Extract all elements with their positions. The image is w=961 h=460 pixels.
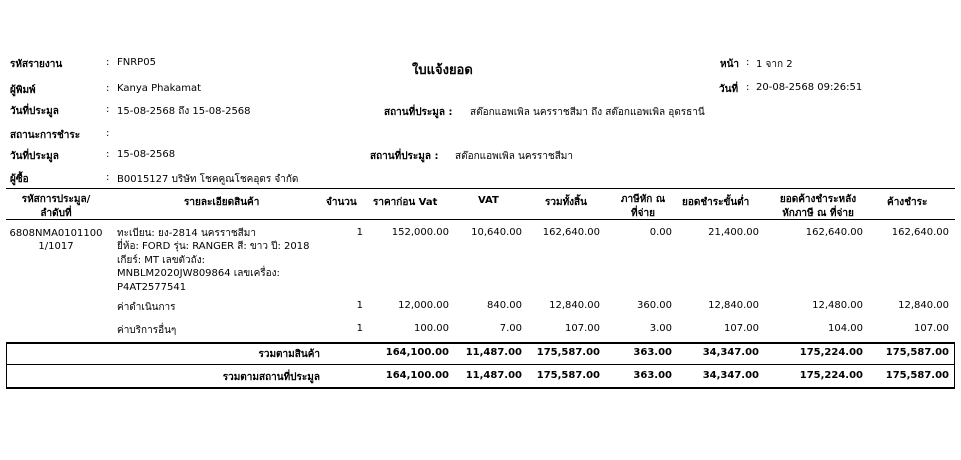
auction-date2-label: วันที่ประมูล <box>10 151 59 162</box>
row2-vat: 840.00 <box>487 300 522 311</box>
column-header-code <box>6 193 106 221</box>
report-code-label: รหัสรายงาน <box>10 59 63 70</box>
subtotal-price: 164,100.00 <box>385 347 449 358</box>
table-bottom-rule <box>6 387 955 389</box>
column-header-code-line1: รหัสการประมูล/ <box>21 194 91 205</box>
row2-qty: 1 <box>356 300 363 311</box>
subtotal-vat: 11,487.00 <box>465 347 522 358</box>
row3-detail: ค่าบริการอื่นๆ <box>117 325 177 336</box>
item-code-cell <box>6 227 106 253</box>
printer-value: Kanya Phakamat <box>117 83 202 94</box>
subtotal-outstanding: 175,224.00 <box>799 347 863 358</box>
subtotal-bottom-rule <box>6 364 955 365</box>
auction-date-label: วันที่ประมูล <box>10 106 59 117</box>
subtotal-top-rule <box>6 342 955 344</box>
venue-total-outstanding: 175,224.00 <box>799 370 863 381</box>
column-header-min-pay: ยอดชำระขั้นต่ำ <box>682 197 750 208</box>
column-header-wht <box>612 193 674 221</box>
colon: : <box>106 83 110 94</box>
subtotal-total: 175,587.00 <box>536 347 600 358</box>
venue-value: สต๊อกแอพเพิล นครราชสีมา ถึง สต๊อกแอพเพิล อุดรธานี <box>470 107 705 118</box>
venue-total-wht: 363.00 <box>633 370 672 381</box>
row1-total: 162,640.00 <box>542 227 600 238</box>
printer-label: ผู้พิมพ์ <box>10 85 36 96</box>
column-header-total: รวมทั้งสิ้น <box>545 197 587 208</box>
item-detail-line: MNBLM2020JW809864 เลขเครื่อง: <box>117 268 280 280</box>
item-seq: 1/1017 <box>38 241 74 252</box>
column-header-vat: VAT <box>478 195 499 206</box>
colon: : <box>106 149 110 160</box>
page-label: หน้า <box>720 59 740 70</box>
row3-pending: 107.00 <box>914 323 949 334</box>
row2-detail: ค่าดำเนินการ <box>117 302 176 313</box>
column-header-outstanding-line1: ยอดค้างชำระหลัง <box>779 194 857 205</box>
column-header-detail: รายละเอียดสินค้า <box>184 197 260 208</box>
venue-total-min-pay: 34,347.00 <box>702 370 759 381</box>
row3-wht: 3.00 <box>649 323 672 334</box>
report-code-value: FNRP05 <box>117 57 156 68</box>
venue2-label: สถานที่ประมูล : <box>370 151 439 162</box>
item-detail <box>117 227 310 294</box>
column-header-outstanding-line2: หักภาษี ณ ที่จ่าย <box>782 208 854 219</box>
row1-qty: 1 <box>356 227 363 238</box>
subtotal-pending: 175,587.00 <box>885 347 949 358</box>
buyer-label: ผู้ซื้อ <box>10 174 29 185</box>
date-label: วันที่ <box>719 84 739 95</box>
row1-pending: 162,640.00 <box>891 227 949 238</box>
subtotal-wht: 363.00 <box>633 347 672 358</box>
page-value: 1 จาก 2 <box>756 59 793 70</box>
auction-date2-value: 15-08-2568 <box>117 149 176 160</box>
venue-total-vat: 11,487.00 <box>465 370 522 381</box>
column-header-outstanding <box>766 193 870 221</box>
column-header-qty: จำนวน <box>326 197 357 208</box>
row3-qty: 1 <box>356 323 363 334</box>
row3-total: 107.00 <box>565 323 600 334</box>
venue-total-price: 164,100.00 <box>385 370 449 381</box>
row3-price: 100.00 <box>414 323 449 334</box>
venue-total-pending: 175,587.00 <box>885 370 949 381</box>
row1-outstanding: 162,640.00 <box>805 227 863 238</box>
colon: : <box>106 104 110 115</box>
row1-vat: 10,640.00 <box>471 227 522 238</box>
row2-wht: 360.00 <box>637 300 672 311</box>
item-code: 6808NMA0101100 <box>9 228 103 239</box>
row2-total: 12,840.00 <box>549 300 600 311</box>
item-detail-line: ยี่ห้อ: FORD รุ่น: RANGER สี: ขาว ปี: 2018 <box>117 241 310 253</box>
row2-price: 12,000.00 <box>398 300 449 311</box>
column-header-pending: ค้างชำระ <box>887 197 928 208</box>
row1-min-pay: 21,400.00 <box>708 227 759 238</box>
column-header-wht-line2: ที่จ่าย <box>631 208 655 219</box>
colon: : <box>106 57 110 68</box>
row2-outstanding: 12,480.00 <box>812 300 863 311</box>
subtotal-label: รวมตามสินค้า <box>258 349 320 360</box>
item-detail-line: เกียร์: MT เลขตัวถัง: <box>117 254 205 266</box>
column-header-wht-line1: ภาษีหัก ณ <box>620 194 666 205</box>
venue-label: สถานที่ประมูล : <box>384 107 453 118</box>
subtotal-min-pay: 34,347.00 <box>702 347 759 358</box>
table-left-border <box>6 342 7 389</box>
row3-outstanding: 104.00 <box>828 323 863 334</box>
row3-vat: 7.00 <box>499 323 522 334</box>
page-title: ใบแจ้งยอด <box>412 63 473 78</box>
row2-pending: 12,840.00 <box>898 300 949 311</box>
table-top-rule <box>6 188 955 189</box>
row1-price: 152,000.00 <box>391 227 449 238</box>
payment-status-label: สถานะการชำระ <box>10 130 81 141</box>
buyer-value: B0015127 บริษัท โชคคูณโชคอุดร จำกัด <box>117 174 299 185</box>
colon: : <box>746 82 750 93</box>
column-header-price: ราคาก่อน Vat <box>373 197 438 208</box>
table-right-border <box>954 342 955 389</box>
auction-date-value: 15-08-2568 ถึง 15-08-2568 <box>117 106 251 117</box>
column-header-code-line2: ลำดับที่ <box>40 208 72 219</box>
colon: : <box>746 57 750 68</box>
venue-total-total: 175,587.00 <box>536 370 600 381</box>
row2-min-pay: 12,840.00 <box>708 300 759 311</box>
row3-min-pay: 107.00 <box>724 323 759 334</box>
colon: : <box>106 128 110 139</box>
colon: : <box>106 172 110 183</box>
item-detail-line: ทะเบียน: ยง-2814 นครราชสีมา <box>117 228 256 239</box>
date-value: 20-08-2568 09:26:51 <box>756 82 863 93</box>
row1-wht: 0.00 <box>649 227 672 238</box>
venue2-value: สต๊อกแอพเพิล นครราชสีมา <box>455 151 573 162</box>
item-detail-line: P4AT2577541 <box>117 281 187 293</box>
venue-total-label: รวมตามสถานที่ประมูล <box>222 372 320 383</box>
